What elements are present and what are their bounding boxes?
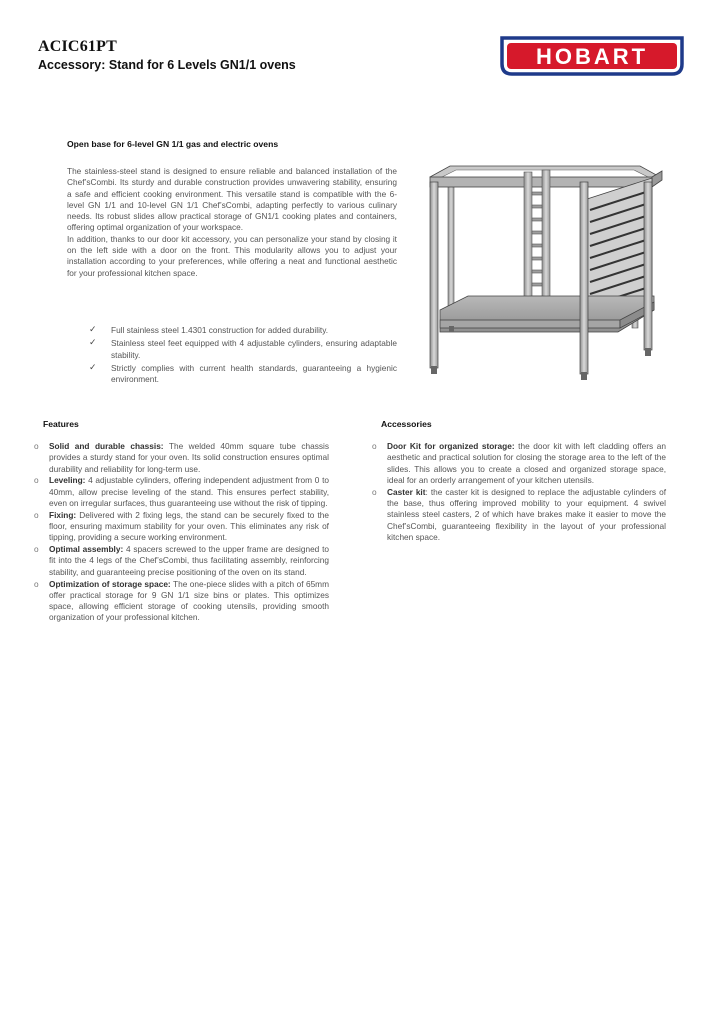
list-item bbox=[67, 338, 397, 361]
accessory-term: Door Kit for organized storage: bbox=[387, 441, 515, 451]
feature-text: 4 adjustable cylinders, offering independent adjustment from 0 to 40mm, allow precise leveling of the stand. This ensures perfect stability, even on irregular surfaces, thus guaranteeing use without the risk of tipping. bbox=[49, 475, 329, 508]
feature-term: Fixing: bbox=[49, 509, 77, 520]
accessory-text: : the caster kit is designed to replace the adjustable cylinders of the base, thus offering improved mobility to your equipment. 4 swivel stainless steel casters, 2 of which have brakes make it easier to move the Chef’sCombi, guaranteeing flexibility in the layout of your professional kitchen space. bbox=[387, 486, 666, 542]
intro-paragraph: In addition, thanks to our door kit accessory, you can personalize your stand by closing it on the left side with a door on the front. This modularity allows you to adjust your installation according to your preferences, while offering a neat and functional aesthetic for your professional kitchen space. bbox=[67, 233, 397, 278]
accessories-heading: Accessories bbox=[381, 419, 432, 429]
feature-text: 4 spacers screwed to the upper frame are designed to fit into the 4 legs of the Chef’sCombi, thus facilitating assembly, reinforcing stability, and guaranteeing precise positioning of the oven on its stand. bbox=[49, 544, 329, 577]
bullet-icon: o bbox=[34, 578, 39, 589]
benefit-text: Full stainless steel 1.4301 construction for added durability. bbox=[111, 325, 329, 335]
checkmark-icon: ✓ bbox=[89, 325, 97, 335]
accessory-text: the door kit with left cladding offers an aesthetic and practical solution for closing the storage area to the left of the slides. This allows you to create a closed and organized storage space, ideal for an orderly arrangement of your kitchen utensils. bbox=[387, 441, 666, 485]
intro-paragraph: The stainless-steel stand is designed to ensure reliable and balanced installation of the Chef’sCombi. Its sturdy and durable construction provides unwavering stability, ensuring a safe and efficient cooking environment. This versatile stand is compatible with the 6-level GN 1/1 and 10-level GN 1/1 Chef’sCombi, adapting perfectly to various culinary needs. Its robust slides allow practical storage of GN1/1 cooking plates and containers, offering optimal organization of your workspace. bbox=[67, 166, 397, 233]
feature-text: The one-piece slides with a pitch of 65mm offer practical storage for 9 GN 1/1 size bins or plates. This optimizes space, allowing efficient storage of cooking utensils, providing smooth organization of your professional kitchen. bbox=[49, 578, 330, 623]
feature-term: Solid and durable chassis: bbox=[49, 441, 164, 451]
feature-text: The welded 40mm square tube chassis provides a sturdy stand for your oven. Its solid construction ensures optimal durability and reliability for long-term use. bbox=[49, 441, 329, 474]
list-item bbox=[67, 363, 397, 386]
accessories-list bbox=[372, 441, 666, 544]
feature-term: Leveling: bbox=[49, 475, 86, 486]
list-item bbox=[67, 325, 397, 336]
bullet-icon: o bbox=[372, 486, 377, 497]
stainless-steel-stand-illustration bbox=[418, 160, 670, 382]
list-item bbox=[34, 544, 329, 578]
list-item bbox=[34, 441, 329, 475]
key-benefits-list bbox=[67, 325, 397, 387]
feature-term: Optimization of storage space: bbox=[49, 578, 171, 589]
checkmark-icon: ✓ bbox=[89, 362, 97, 373]
intro-description bbox=[67, 166, 397, 279]
checkmark-icon: ✓ bbox=[89, 338, 97, 349]
list-item bbox=[372, 441, 666, 486]
bullet-icon: o bbox=[34, 544, 39, 555]
hobart-logo bbox=[498, 34, 686, 78]
list-item bbox=[34, 579, 329, 624]
list-item bbox=[34, 510, 329, 544]
benefit-text: Stainless steel feet equipped with 4 adjustable cylinders, ensuring adaptable stability. bbox=[111, 338, 397, 360]
features-list bbox=[34, 441, 329, 624]
product-code: ACIC61PT bbox=[38, 38, 117, 55]
brand-name: HOBART bbox=[535, 44, 649, 69]
list-item bbox=[34, 475, 329, 509]
bullet-icon: o bbox=[34, 441, 39, 451]
bullet-icon: o bbox=[34, 509, 39, 520]
list-item bbox=[372, 487, 666, 543]
product-subtitle: Accessory: Stand for 6 Levels GN1/1 ovens bbox=[38, 58, 296, 72]
intro-title: Open base for 6-level GN 1/1 gas and electric ovens bbox=[67, 139, 279, 149]
benefit-text: Strictly complies with current health standards, guaranteeing a hygienic environment. bbox=[111, 362, 397, 385]
feature-term: Optimal assembly: bbox=[49, 544, 124, 555]
feature-text: Delivered with 2 fixing legs, the stand can be securely fixed to the floor, ensuring maximum stability for your oven. This eliminates any risk of tipping, providing a secure working environment. bbox=[49, 509, 329, 543]
accessory-term: Caster kit bbox=[387, 486, 426, 497]
bullet-icon: o bbox=[372, 441, 377, 451]
features-heading: Features bbox=[43, 419, 79, 429]
bullet-icon: o bbox=[34, 475, 39, 486]
